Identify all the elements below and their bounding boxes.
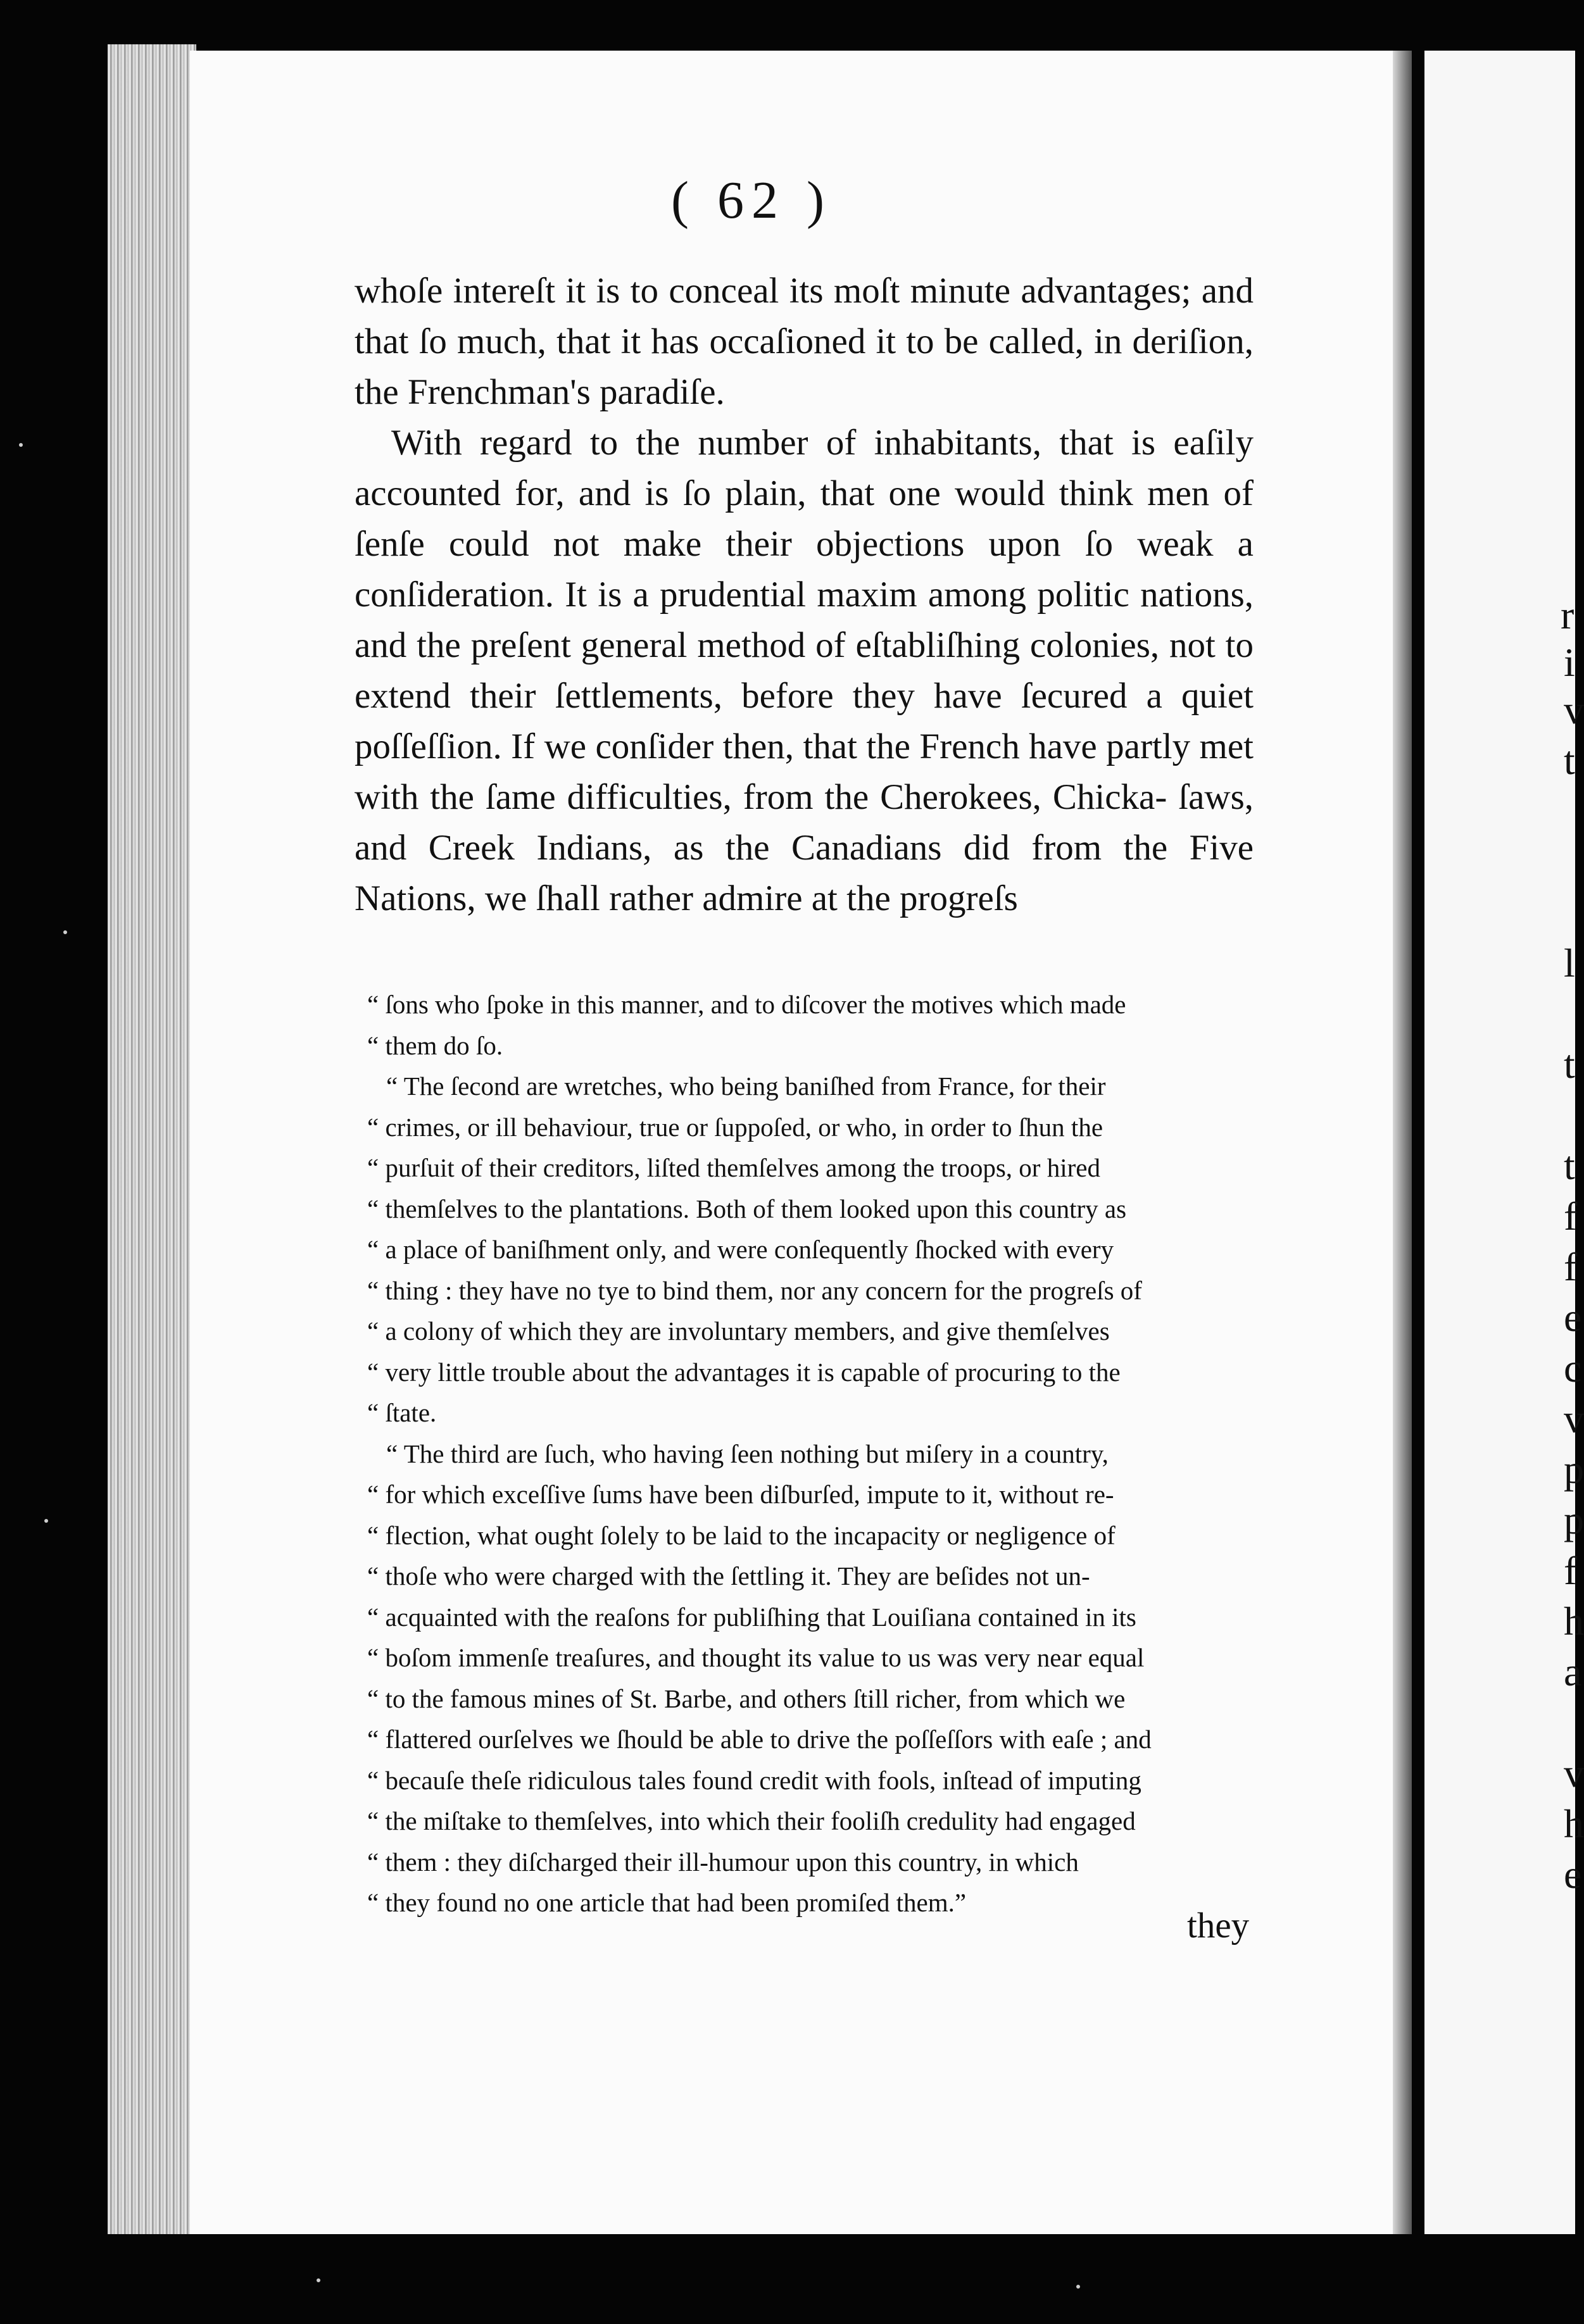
footnote-line: “ thoſe who were charged with the ſettling it. They are beſides not un- bbox=[367, 1561, 1090, 1590]
facing-page-letter: t bbox=[1564, 1042, 1575, 1087]
footnote-line: “ crimes, or ill behaviour, true or ſuppoſed, or who, in order to ſhun the bbox=[367, 1112, 1103, 1142]
paragraph bbox=[355, 418, 1254, 924]
facing-page-letter: p bbox=[1564, 1447, 1584, 1492]
facing-page-letter: l bbox=[1564, 940, 1575, 985]
text-line: upon ſo weak a conſideration. It is a prudential bbox=[355, 524, 1254, 615]
footnote-line: “ ſons who ſpoke in this manner, and to diſcover the motives which made bbox=[367, 990, 1126, 1019]
text-line: maxim among politic nations, and the preſent general bbox=[355, 575, 1254, 665]
footnote-line: “ acquainted with the reaſons for publiſhing that Louiſiana contained in its bbox=[367, 1602, 1136, 1632]
footnote-line: “ The third are ſuch, who having ſeen nothing but miſery in a country, bbox=[386, 1439, 1109, 1468]
text-line: eaſily accounted for, and is ſo plain, that one would bbox=[355, 423, 1254, 513]
dust-speck bbox=[44, 1519, 48, 1523]
facing-page-letter: v bbox=[1564, 687, 1584, 732]
facing-page-letter: t bbox=[1564, 1143, 1575, 1188]
facing-page-letter: v bbox=[1564, 1396, 1584, 1441]
facing-page-letter: f bbox=[1564, 1548, 1578, 1593]
facing-page-letter: r bbox=[1561, 592, 1575, 637]
footnote-line: “ flection, what ought ſolely to be laid to the incapacity or negligence of bbox=[367, 1520, 1116, 1550]
footnote-line: “ thing : they have no tye to bind them, nor any concern for the progreſs of bbox=[367, 1275, 1142, 1305]
text-line: the Five Nations, we ſhall rather admire at the progreſs bbox=[355, 828, 1254, 918]
main-text bbox=[355, 266, 1254, 924]
footnote-line: “ ſtate. bbox=[367, 1398, 437, 1427]
footnote-line: “ very little trouble about the advantages it is capable of procuring to the bbox=[367, 1357, 1121, 1387]
dust-speck bbox=[19, 443, 23, 447]
text-line: ſaws, and Creek Indians, as the Canadians did from bbox=[355, 777, 1254, 868]
text-line: with the ſame difficulties, from the Cherokees, Chicka- bbox=[355, 777, 1167, 817]
footnote-line: “ boſom immenſe treaſures, and thought its value to us was very near equal bbox=[367, 1643, 1145, 1672]
facing-page bbox=[1424, 51, 1584, 2234]
facing-page-letter: t bbox=[1564, 738, 1575, 783]
facing-page-letter: p bbox=[1564, 1497, 1584, 1542]
dust-speck bbox=[63, 930, 67, 934]
footnote-line: “ a place of baniſhment only, and were conſequently ſhocked with every bbox=[367, 1235, 1114, 1264]
footnote-line: “ for which exceſſive ſums have been diſburſed, impute to it, without re- bbox=[367, 1480, 1114, 1509]
facing-page-letter: h bbox=[1564, 1599, 1584, 1644]
footnote-line: “ The ſecond are wretches, who being baniſhed from France, for their bbox=[386, 1071, 1106, 1101]
dust-speck bbox=[1076, 2285, 1080, 2289]
footnote-line: “ they found no one article that had been promiſed them.” bbox=[367, 1888, 967, 1917]
facing-page-letter: a bbox=[1564, 1649, 1582, 1694]
facing-page-letter: h bbox=[1564, 1801, 1584, 1846]
facing-page-letter: i bbox=[1564, 640, 1575, 685]
text-line: whoſe intereſt it is to conceal its moſt minute advantages; bbox=[355, 271, 1191, 311]
footnote-line: “ themſelves to the plantations. Both of them looked upon this country as bbox=[367, 1194, 1127, 1223]
footnote-line: “ purſuit of their creditors, liſted themſelves among the troops, or hired bbox=[367, 1153, 1100, 1182]
facing-page-letter: f bbox=[1564, 1244, 1578, 1289]
dust-speck bbox=[317, 2278, 320, 2282]
footnote-line: “ becauſe theſe ridiculous tales found credit with fools, inſtead of imputing bbox=[367, 1765, 1141, 1795]
text-line: think men of ſenſe could not make their objections bbox=[355, 473, 1254, 564]
footnote-line: “ flattered ourſelves we ſhould be able to drive the poſſeſſors with eaſe ; and bbox=[367, 1725, 1152, 1754]
gutter-shadow bbox=[1393, 51, 1412, 2234]
text-line: If we conſider then, that the French have partly met bbox=[511, 727, 1254, 766]
page-edges bbox=[108, 44, 196, 2234]
text-line: With regard to the number of inhabitants, that is bbox=[391, 423, 1156, 463]
text-line: ſettlements, before they have ſecured a quiet poſſeſſion. bbox=[355, 676, 1254, 766]
facing-page-letter: e bbox=[1564, 1295, 1582, 1340]
paragraph bbox=[355, 266, 1254, 418]
facing-page-letter: c bbox=[1564, 1346, 1582, 1390]
facing-page-letter: v bbox=[1564, 1751, 1584, 1796]
footnote-line: “ the miſtake to themſelves, into which their fooliſh credulity had engaged bbox=[367, 1806, 1136, 1835]
footnote-line: “ them do ſo. bbox=[367, 1030, 503, 1060]
footnote bbox=[367, 984, 1254, 1923]
facing-page-letter: e bbox=[1564, 1852, 1582, 1897]
footnote-line: “ them : they diſcharged their ill-humour upon this country, in which bbox=[367, 1847, 1079, 1877]
page-number: ( 62 ) bbox=[671, 171, 832, 230]
catchword: they bbox=[1187, 1906, 1250, 1946]
facing-page-letter: f bbox=[1564, 1194, 1578, 1239]
text-line: and that ſo much, that it has occaſioned it to be called, bbox=[355, 271, 1254, 361]
text-line: in deriſion, the Frenchman's paradiſe. bbox=[355, 322, 1254, 412]
footnote-line: “ a colony of which they are involuntary members, and give themſelves bbox=[367, 1316, 1110, 1346]
footnote-line: “ to the famous mines of St. Barbe, and others ſtill richer, from which we bbox=[367, 1684, 1126, 1713]
text-line: method of eſtabliſhing colonies, not to extend their bbox=[355, 625, 1254, 716]
